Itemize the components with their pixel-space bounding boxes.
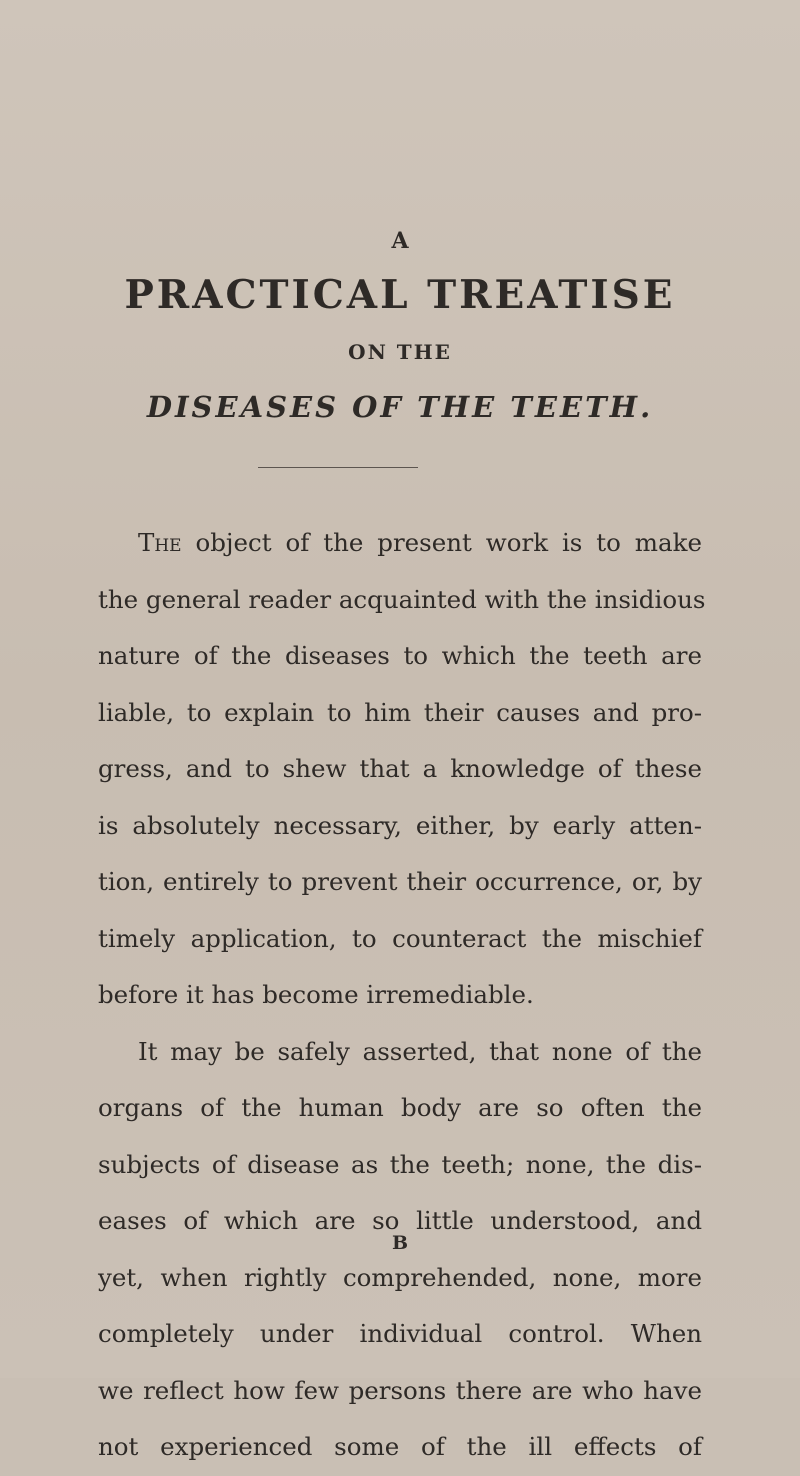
body-text bbox=[98, 515, 706, 1476]
small-caps-word: The bbox=[138, 528, 182, 557]
paragraph-line: tion, entirely to prevent their occurrence, or, by bbox=[98, 867, 702, 896]
paragraph-line: we reflect how few persons there are who have bbox=[98, 1375, 702, 1405]
title-article: A bbox=[391, 228, 409, 254]
paragraph-line: eases of which are so little understood, and bbox=[98, 1206, 702, 1235]
paragraph-line: is absolutely necessary, either, by early atten- bbox=[98, 810, 702, 840]
page-subtitle: DISEASES OF THE TEETH. bbox=[146, 390, 654, 424]
page-title: PRACTICAL TREATISE bbox=[124, 272, 676, 318]
paragraph-line: nature of the diseases to which the teeth are bbox=[98, 641, 702, 670]
paragraph-line: yet, when rightly comprehended, none, more bbox=[98, 1262, 702, 1292]
paragraph-line: timely application, to counteract the mischief bbox=[98, 923, 702, 953]
divider-rule bbox=[258, 467, 418, 468]
paragraph-line: liable, to explain to him their causes and pro- bbox=[98, 697, 702, 727]
paragraph-line bbox=[98, 515, 702, 572]
paragraph-line: organs of the human body are so often the bbox=[98, 1093, 702, 1122]
title-connector: ON THE bbox=[348, 340, 452, 364]
line-text: object of the present work is to make bbox=[181, 528, 702, 557]
paragraph-line: completely under individual control. When bbox=[98, 1319, 702, 1348]
paragraph-line: It may be safely asserted, that none of the bbox=[138, 1036, 702, 1066]
signature-mark: B bbox=[391, 1232, 409, 1254]
paragraph-line: the general reader acquainted with the insidious bbox=[98, 584, 706, 614]
paragraph-line: before it has become irremediable. bbox=[98, 980, 534, 1009]
paragraph-line: subjects of disease as the teeth; none, the dis- bbox=[98, 1149, 702, 1179]
paragraph-line: gress, and to shew that a knowledge of these bbox=[98, 754, 702, 783]
paragraph-line: not experienced some of the ill effects of bbox=[98, 1432, 702, 1461]
